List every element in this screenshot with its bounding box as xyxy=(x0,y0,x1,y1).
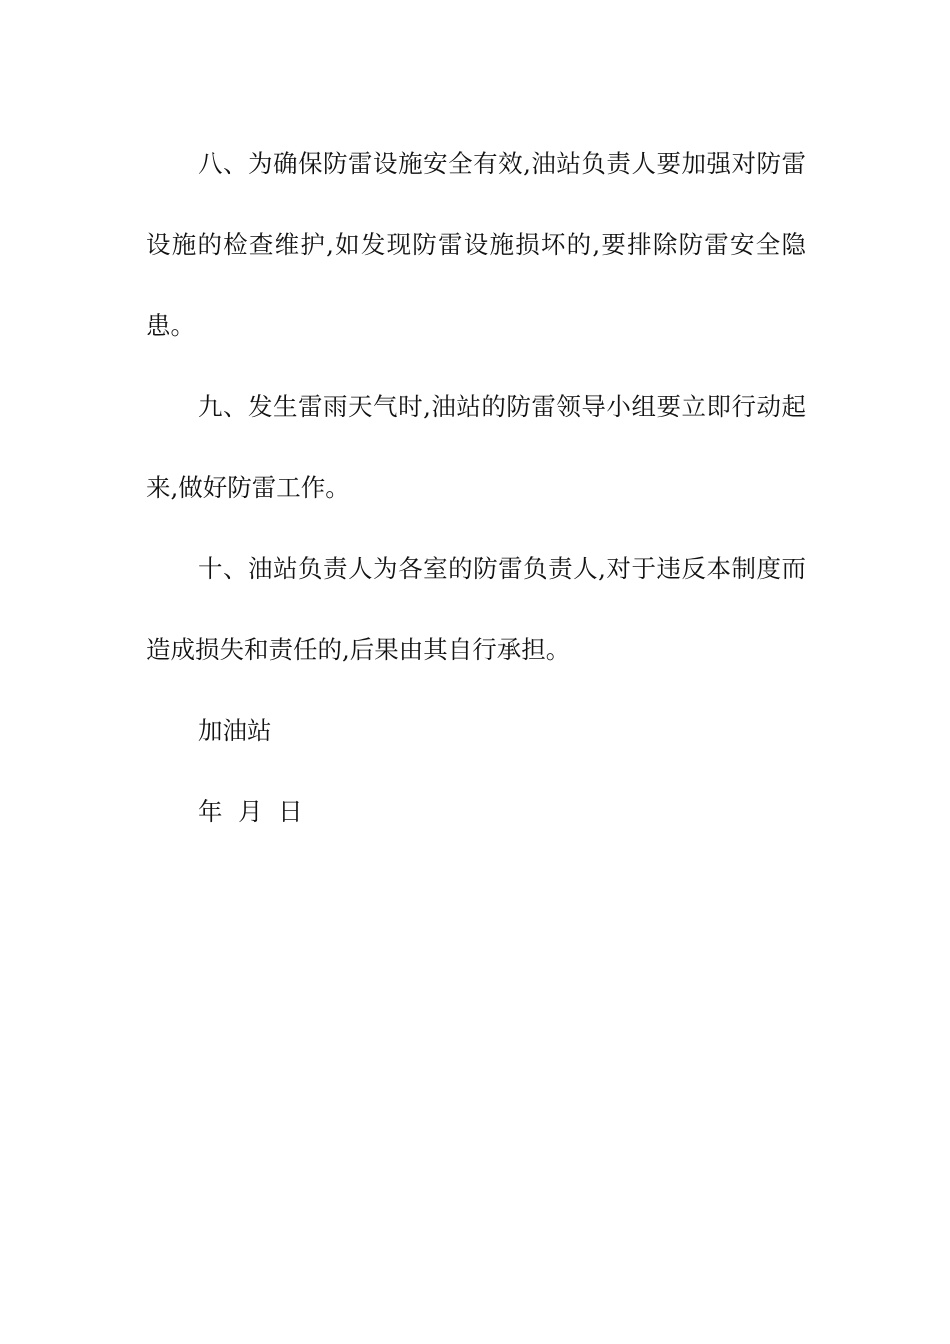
document-body xyxy=(146,123,806,852)
paragraph-item-9: 九、发生雷雨天气时,油站的防雷领导小组要立即行动起来,做好防雷工作。 xyxy=(146,392,806,502)
paragraph-item-8: 八、为确保防雷设施安全有效,油站负责人要加强对防雷设施的检查维护,如发现防雷设施损坏的,要排除防雷安全隐患。 xyxy=(146,149,806,340)
paragraph-item-10: 十、油站负责人为各室的防雷负责人,对于违反本制度而造成损失和责任的,后果由其自行承担。 xyxy=(146,554,806,664)
signature-org: 加油站 xyxy=(198,716,272,745)
signature-date: 年 月 日 xyxy=(198,797,303,826)
